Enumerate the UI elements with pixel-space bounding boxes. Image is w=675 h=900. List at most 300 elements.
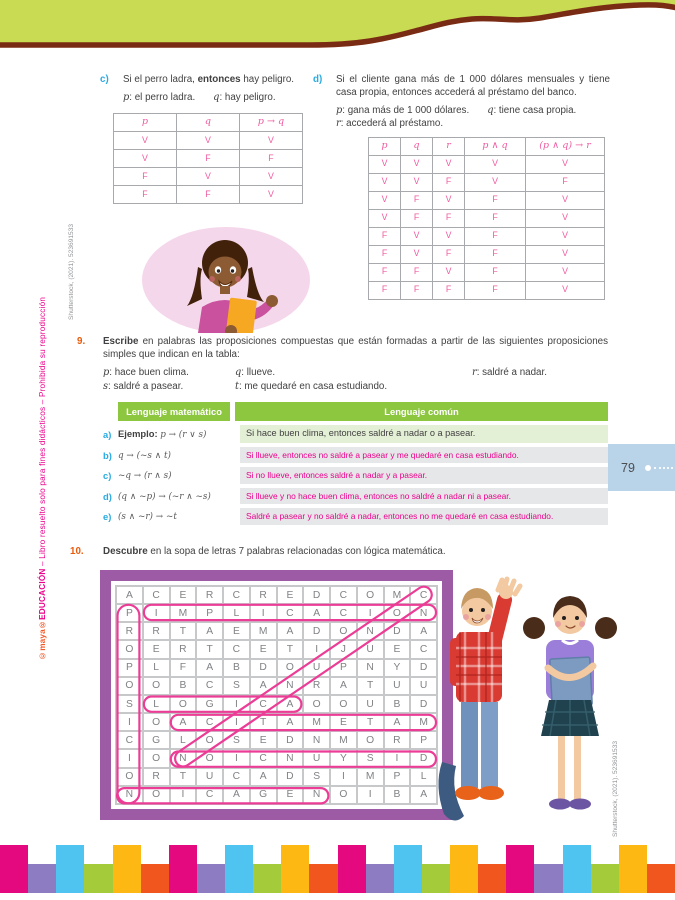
wordsearch-cell: M xyxy=(330,731,357,749)
math-expression: (q ∧ ~p) → (~r ∧ ~s) xyxy=(118,491,211,502)
common-language-cell: Si hace buen clima, entonces saldré a nadar o a pasear. xyxy=(240,425,608,443)
proposition-definition: p: el perro ladra. xyxy=(123,91,196,103)
wordsearch-cell: A xyxy=(116,586,143,604)
wordsearch-cell: A xyxy=(330,677,357,695)
wordsearch-cell: S xyxy=(303,768,330,786)
bottom-stripe-pattern xyxy=(0,845,675,893)
brand-maya: ©maya® xyxy=(38,619,47,660)
exercise-9-number: 9. xyxy=(77,336,86,347)
truth-value-cell: F xyxy=(401,191,433,209)
wordsearch-cell: S xyxy=(223,677,250,695)
truth-header-cell: p ∧ q xyxy=(465,137,526,155)
language-table-row xyxy=(103,447,608,464)
wordsearch-cell: A xyxy=(250,768,277,786)
wordsearch-cell: R xyxy=(143,622,170,640)
wordsearch-cell: O xyxy=(303,695,330,713)
wordsearch-cell: C xyxy=(223,768,250,786)
truth-value-cell: V xyxy=(114,149,177,167)
wordsearch-cell: I xyxy=(330,768,357,786)
truth-value-cell: F xyxy=(465,209,526,227)
item-d-label: d) xyxy=(313,74,323,85)
footer-stripe xyxy=(169,845,197,893)
footer-stripe xyxy=(0,845,28,893)
truth-value-cell: F xyxy=(369,227,401,245)
wordsearch-cell: O xyxy=(384,604,411,622)
wordsearch-cell: C xyxy=(223,586,250,604)
truth-table-d xyxy=(368,137,605,300)
wordsearch-cell: C xyxy=(250,695,277,713)
wordsearch-cell: R xyxy=(170,640,197,658)
item-d xyxy=(313,74,610,300)
item-c xyxy=(100,74,314,204)
item-d-body xyxy=(336,74,610,300)
wordsearch-cell: I xyxy=(223,749,250,767)
truth-table-c xyxy=(113,113,303,204)
wordsearch-cell: E xyxy=(143,640,170,658)
truth-value-cell: V xyxy=(526,191,605,209)
wordsearch-cell: S xyxy=(223,731,250,749)
row-label: b) xyxy=(103,449,112,461)
truth-value-cell: V xyxy=(176,167,239,185)
simple-propositions-list xyxy=(103,366,608,393)
wordsearch-cell: O xyxy=(357,586,384,604)
proposition-definition: q: tiene casa propia. xyxy=(487,104,577,116)
wordsearch-cell: L xyxy=(223,604,250,622)
girl-face xyxy=(209,257,242,288)
wordsearch-cell: P xyxy=(116,604,143,622)
wordsearch-frame xyxy=(100,570,453,820)
wordsearch-cell: I xyxy=(357,786,384,804)
exercise-9-intro-rest: en palabras las proposiciones compuestas que están formadas a partir de las siguientes proposiciones simples que indican en la tabla: xyxy=(103,336,608,360)
truth-value-cell: F xyxy=(176,185,239,203)
wordsearch-cell: I xyxy=(116,713,143,731)
photo-credit-right: Shutterstock, (2021). 523691533 xyxy=(612,740,619,837)
math-expression: q → (~s ∧ t) xyxy=(118,450,171,461)
wordsearch-cell: N xyxy=(277,749,304,767)
common-language-cell: Saldré a pasear y no saldré a nadar, entonces no me quedaré en casa estudiando. xyxy=(240,508,608,525)
truth-value-cell: F xyxy=(433,245,465,263)
proposition-definition: s: saldré a pasear. xyxy=(103,380,184,392)
item-d-definitions xyxy=(336,105,610,131)
truth-value-cell: V xyxy=(526,281,605,299)
wordsearch-cell: T xyxy=(277,640,304,658)
wordsearch-cell: U xyxy=(196,768,223,786)
wordsearch-cell: C xyxy=(196,786,223,804)
wordsearch-cell: T xyxy=(357,677,384,695)
row-label: d) xyxy=(103,490,112,502)
wordsearch-cell: P xyxy=(384,768,411,786)
wordsearch-cell: I xyxy=(170,786,197,804)
wordsearch-cell: C xyxy=(116,731,143,749)
wordsearch-cell: O xyxy=(196,731,223,749)
wordsearch-cell: D xyxy=(250,659,277,677)
wordsearch-cell: A xyxy=(277,713,304,731)
exercise-10-verb: Descubre xyxy=(103,546,148,557)
wordsearch-cell: I xyxy=(357,604,384,622)
wordsearch-cell: U xyxy=(357,640,384,658)
truth-value-cell: V xyxy=(239,167,302,185)
wordsearch-cell: U xyxy=(410,677,437,695)
truth-value-cell: V xyxy=(114,131,177,149)
wordsearch-cell: S xyxy=(357,749,384,767)
wordsearch-cell: E xyxy=(250,640,277,658)
wordsearch-cell: C xyxy=(196,677,223,695)
language-table-rows xyxy=(77,425,608,525)
footer-stripe xyxy=(478,864,506,893)
exercise-9-intro xyxy=(103,336,608,362)
footer-stripe xyxy=(394,845,422,893)
wordsearch-cell: D xyxy=(410,659,437,677)
item-c-text: Si el perro ladra, xyxy=(123,74,198,85)
wordsearch-cell: L xyxy=(143,659,170,677)
math-expression: ~q → (r ∧ s) xyxy=(118,471,172,481)
wordsearch-cell: D xyxy=(384,622,411,640)
wordsearch-cell: R xyxy=(196,586,223,604)
wordsearch-cell: C xyxy=(330,586,357,604)
proposition-definition: q: llueve. xyxy=(235,366,276,378)
wordsearch-cell: G xyxy=(143,731,170,749)
wordsearch-cell: O xyxy=(116,768,143,786)
top-decorative-band xyxy=(0,0,675,60)
wordsearch-cell: O xyxy=(196,749,223,767)
page-number: 79 xyxy=(621,460,635,475)
wordsearch-cell: O xyxy=(143,713,170,731)
footer-stripe xyxy=(225,845,253,893)
girl-illustration xyxy=(142,227,310,338)
wordsearch-cell: P xyxy=(410,731,437,749)
truth-value-cell: F xyxy=(369,263,401,281)
footer-stripe xyxy=(506,845,534,893)
language-table-row xyxy=(103,425,608,443)
wordsearch-cell: A xyxy=(384,713,411,731)
proposition-definition: r: saldré a nadar. xyxy=(472,366,547,378)
wordsearch-cell: N xyxy=(303,786,330,804)
truth-value-cell: V xyxy=(465,155,526,173)
wordsearch-cell: A xyxy=(250,677,277,695)
truth-value-cell: V xyxy=(401,245,433,263)
wordsearch-cell: E xyxy=(277,586,304,604)
truth-value-cell: V xyxy=(433,227,465,245)
wordsearch-cell: U xyxy=(303,659,330,677)
wordsearch-cell: R xyxy=(116,622,143,640)
page-number-badge xyxy=(608,444,675,491)
item-c-definitions xyxy=(123,92,314,105)
wordsearch-cell: R xyxy=(250,586,277,604)
truth-value-cell: F xyxy=(176,149,239,167)
truth-value-cell: F xyxy=(114,185,177,203)
truth-header-cell: p xyxy=(369,137,401,155)
footer-stripe xyxy=(309,864,337,893)
wordsearch-cell: A xyxy=(277,622,304,640)
photo-credit-left: Shutterstock, (2021). 523691533 xyxy=(68,223,75,320)
wordsearch-cell: R xyxy=(384,731,411,749)
wordsearch-cell: U xyxy=(357,695,384,713)
wordsearch-cell: M xyxy=(250,622,277,640)
wordsearch-cell: E xyxy=(384,640,411,658)
wordsearch-cell: U xyxy=(303,749,330,767)
wordsearch-cell: G xyxy=(250,786,277,804)
wordsearch-cell: L xyxy=(410,768,437,786)
wordsearch-cell: O xyxy=(116,677,143,695)
footer-stripe xyxy=(366,864,394,893)
wordsearch-cell: B xyxy=(384,786,411,804)
girl2-shoe xyxy=(549,799,571,810)
wordsearch-cell: R xyxy=(143,768,170,786)
wordsearch-cell: F xyxy=(170,659,197,677)
wordsearch-cell: A xyxy=(196,622,223,640)
wordsearch-cell: D xyxy=(303,622,330,640)
wordsearch-cell: R xyxy=(303,677,330,695)
wordsearch-cell: C xyxy=(250,749,277,767)
wordsearch-cell: Y xyxy=(384,659,411,677)
wordsearch-cell: O xyxy=(277,659,304,677)
wordsearch-cell: O xyxy=(143,749,170,767)
wordsearch-cell: M xyxy=(384,586,411,604)
truth-header-cell: p → q xyxy=(239,113,302,131)
wordsearch-cell: C xyxy=(277,604,304,622)
sidebar-rest: – Libro resuelto solo para fines didácticos – Prohibida su reproducción xyxy=(38,296,47,569)
wordsearch-cell: O xyxy=(170,695,197,713)
item-c-text-after: hay peligro. xyxy=(240,74,294,85)
header-lenguaje-comun: Lenguaje común xyxy=(235,402,608,421)
footer-stripe xyxy=(84,864,112,893)
wordsearch-cell: B xyxy=(223,659,250,677)
wordsearch-cell: O xyxy=(143,677,170,695)
wordsearch-cell: L xyxy=(143,695,170,713)
wordsearch-cell: I xyxy=(384,749,411,767)
footer-stripe xyxy=(450,845,478,893)
wordsearch-cell: I xyxy=(116,749,143,767)
language-table-header xyxy=(118,402,608,421)
wordsearch-cell: A xyxy=(223,786,250,804)
truth-value-cell: V xyxy=(526,263,605,281)
truth-value-cell: V xyxy=(239,185,302,203)
proposition-definition: p: hace buen clima. xyxy=(103,366,189,378)
wordsearch-cell: P xyxy=(116,659,143,677)
wordsearch-cell: E xyxy=(330,713,357,731)
truth-value-cell: V xyxy=(239,131,302,149)
footer-stripe xyxy=(253,864,281,893)
exercise-9 xyxy=(77,336,608,525)
footer-stripe xyxy=(28,864,56,893)
wordsearch-cell: Y xyxy=(330,749,357,767)
truth-value-cell: V xyxy=(401,173,433,191)
exercise-10-number: 10. xyxy=(70,546,84,557)
language-table-row xyxy=(103,467,608,484)
wordsearch-cell: M xyxy=(357,768,384,786)
row-label: a) xyxy=(103,428,112,440)
wordsearch-cell: J xyxy=(330,640,357,658)
wordsearch-cell: N xyxy=(277,677,304,695)
wordsearch-cell: O xyxy=(116,640,143,658)
common-language-cell: Si llueve y no hace buen clima, entonces no saldré a nadar ni a pasear. xyxy=(240,488,608,505)
wordsearch-cell: A xyxy=(196,659,223,677)
wordsearch-cell: C xyxy=(223,640,250,658)
wordsearch-cell: A xyxy=(277,695,304,713)
truth-value-cell: F xyxy=(465,263,526,281)
wordsearch-cell: M xyxy=(170,604,197,622)
truth-value-cell: F xyxy=(433,209,465,227)
item-c-body xyxy=(123,74,314,204)
wordsearch-cell: B xyxy=(170,677,197,695)
badge-dot xyxy=(645,465,651,471)
footer-stripe xyxy=(56,845,84,893)
common-language-cell: Si llueve, entonces no saldré a pasear y me quedaré en casa estudiando. xyxy=(240,447,608,464)
footer-stripe xyxy=(197,864,225,893)
truth-header-cell: (p ∧ q) → r xyxy=(526,137,605,155)
footer-stripe xyxy=(563,845,591,893)
blue-book xyxy=(550,657,592,707)
wordsearch-cell: O xyxy=(330,786,357,804)
wordsearch-cell: N xyxy=(410,604,437,622)
header-lenguaje-matematico: Lenguaje matemático xyxy=(118,402,230,421)
truth-value-cell: V xyxy=(526,209,605,227)
wordsearch-cell: E xyxy=(277,786,304,804)
wordsearch-grid xyxy=(115,585,438,805)
truth-value-cell: V xyxy=(526,155,605,173)
wordsearch-cell: T xyxy=(196,640,223,658)
math-expression: Ejemplo: p → (r ∨ s) xyxy=(118,428,207,440)
wordsearch-cell: N xyxy=(170,749,197,767)
footer-stripe xyxy=(338,845,366,893)
truth-value-cell: V xyxy=(369,191,401,209)
wordsearch-cell: A xyxy=(170,713,197,731)
wordsearch-cell: D xyxy=(303,586,330,604)
row-label: e) xyxy=(103,511,112,522)
wordsearch-cell: C xyxy=(410,586,437,604)
wordsearch-cell: C xyxy=(410,640,437,658)
proposition-definition: r: accederá al préstamo. xyxy=(336,117,444,129)
wordsearch-cell: O xyxy=(143,786,170,804)
exercise-10-intro xyxy=(103,546,610,559)
wordsearch-cell: M xyxy=(410,713,437,731)
footer-stripe xyxy=(141,864,169,893)
wordsearch-cell: O xyxy=(330,622,357,640)
truth-header-cell: r xyxy=(433,137,465,155)
wordsearch-cell: N xyxy=(303,731,330,749)
exercise-10 xyxy=(70,546,610,559)
truth-value-cell: F xyxy=(401,281,433,299)
girl2-pigtail xyxy=(523,617,545,639)
truth-value-cell: F xyxy=(433,281,465,299)
truth-value-cell: F xyxy=(401,263,433,281)
item-c-bold: entonces xyxy=(197,74,241,85)
truth-value-cell: F xyxy=(239,149,302,167)
wordsearch-cell: T xyxy=(250,713,277,731)
wordsearch-cell: A xyxy=(410,786,437,804)
footer-stripe xyxy=(647,864,675,893)
truth-value-cell: V xyxy=(176,131,239,149)
truth-value-cell: V xyxy=(401,155,433,173)
wordsearch-cell: T xyxy=(170,622,197,640)
wordsearch-cell: M xyxy=(303,713,330,731)
boy-shoe xyxy=(455,786,481,800)
truth-value-cell: V xyxy=(526,227,605,245)
wordsearch-cell: O xyxy=(330,695,357,713)
truth-value-cell: F xyxy=(465,191,526,209)
truth-value-cell: V xyxy=(401,227,433,245)
proposition-definition: t: me quedaré en casa estudiando. xyxy=(235,380,388,392)
truth-value-cell: V xyxy=(433,263,465,281)
common-language-cell: Si no llueve, entonces saldré a nadar y a pasear. xyxy=(240,467,608,484)
truth-value-cell: F xyxy=(433,173,465,191)
boy-hand xyxy=(499,585,513,599)
truth-header-cell: q xyxy=(401,137,433,155)
item-d-text: Si el cliente gana más de 1 000 dólares mensuales y tiene casa propia, entonces accederá al préstamo del banco. xyxy=(336,74,610,98)
wordsearch-cell: A xyxy=(303,604,330,622)
wordsearch-cell: I xyxy=(223,713,250,731)
sidebar-copyright-text xyxy=(38,168,47,660)
kids-illustration xyxy=(430,576,630,847)
wordsearch-cell: U xyxy=(384,677,411,695)
row-label: c) xyxy=(103,470,112,481)
exercise-9-verb: Escribe xyxy=(103,336,139,347)
truth-value-cell: F xyxy=(369,281,401,299)
wordsearch-cell: C xyxy=(143,586,170,604)
truth-value-cell: V xyxy=(433,191,465,209)
truth-value-cell: V xyxy=(369,173,401,191)
proposition-definition: p: gana más de 1 000 dólares. xyxy=(336,104,470,116)
wordsearch-cell: I xyxy=(143,604,170,622)
wordsearch-cell: C xyxy=(196,713,223,731)
wordsearch-cell: T xyxy=(357,713,384,731)
truth-value-cell: F xyxy=(114,167,177,185)
wordsearch-cell: I xyxy=(303,640,330,658)
proposition-definition: q: hay peligro. xyxy=(213,91,276,103)
footer-stripe xyxy=(422,864,450,893)
wordsearch-cell: N xyxy=(357,659,384,677)
truth-value-cell: V xyxy=(369,155,401,173)
wordsearch-cell: D xyxy=(410,749,437,767)
language-table-row xyxy=(103,508,608,525)
wordsearch-cell: G xyxy=(196,695,223,713)
brand-educacion: EDUCACIÓN xyxy=(38,568,47,620)
wordsearch-cell: D xyxy=(277,731,304,749)
wordsearch-cell: I xyxy=(223,695,250,713)
truth-value-cell: F xyxy=(465,227,526,245)
truth-value-cell: F xyxy=(465,245,526,263)
footer-stripe xyxy=(281,845,309,893)
truth-header-cell: p xyxy=(114,113,177,131)
math-expression: (s ∧ ~r) → ~t xyxy=(118,512,177,522)
item-c-label: c) xyxy=(100,74,109,85)
truth-value-cell: V xyxy=(526,245,605,263)
wordsearch-cell: O xyxy=(357,731,384,749)
badge-dotted-leader xyxy=(654,467,673,469)
boy-jeans xyxy=(461,702,478,788)
truth-value-cell: V xyxy=(433,155,465,173)
truth-value-cell: F xyxy=(369,245,401,263)
language-table-row xyxy=(103,488,608,505)
truth-value-cell: V xyxy=(369,209,401,227)
wordsearch-cell: A xyxy=(410,622,437,640)
top-band-wave xyxy=(0,0,675,60)
wordsearch-cell: N xyxy=(357,622,384,640)
wordsearch-cell: P xyxy=(330,659,357,677)
wordsearch-cell: T xyxy=(170,768,197,786)
truth-header-cell: q xyxy=(176,113,239,131)
footer-stripe xyxy=(591,864,619,893)
wordsearch-cell: C xyxy=(330,604,357,622)
wordsearch-cell: S xyxy=(116,695,143,713)
footer-stripe xyxy=(619,845,647,893)
footer-stripe xyxy=(113,845,141,893)
wordsearch-cell: N xyxy=(116,786,143,804)
truth-value-cell: F xyxy=(465,281,526,299)
wordsearch-cell: E xyxy=(170,586,197,604)
truth-value-cell: F xyxy=(526,173,605,191)
footer-stripe xyxy=(534,864,562,893)
